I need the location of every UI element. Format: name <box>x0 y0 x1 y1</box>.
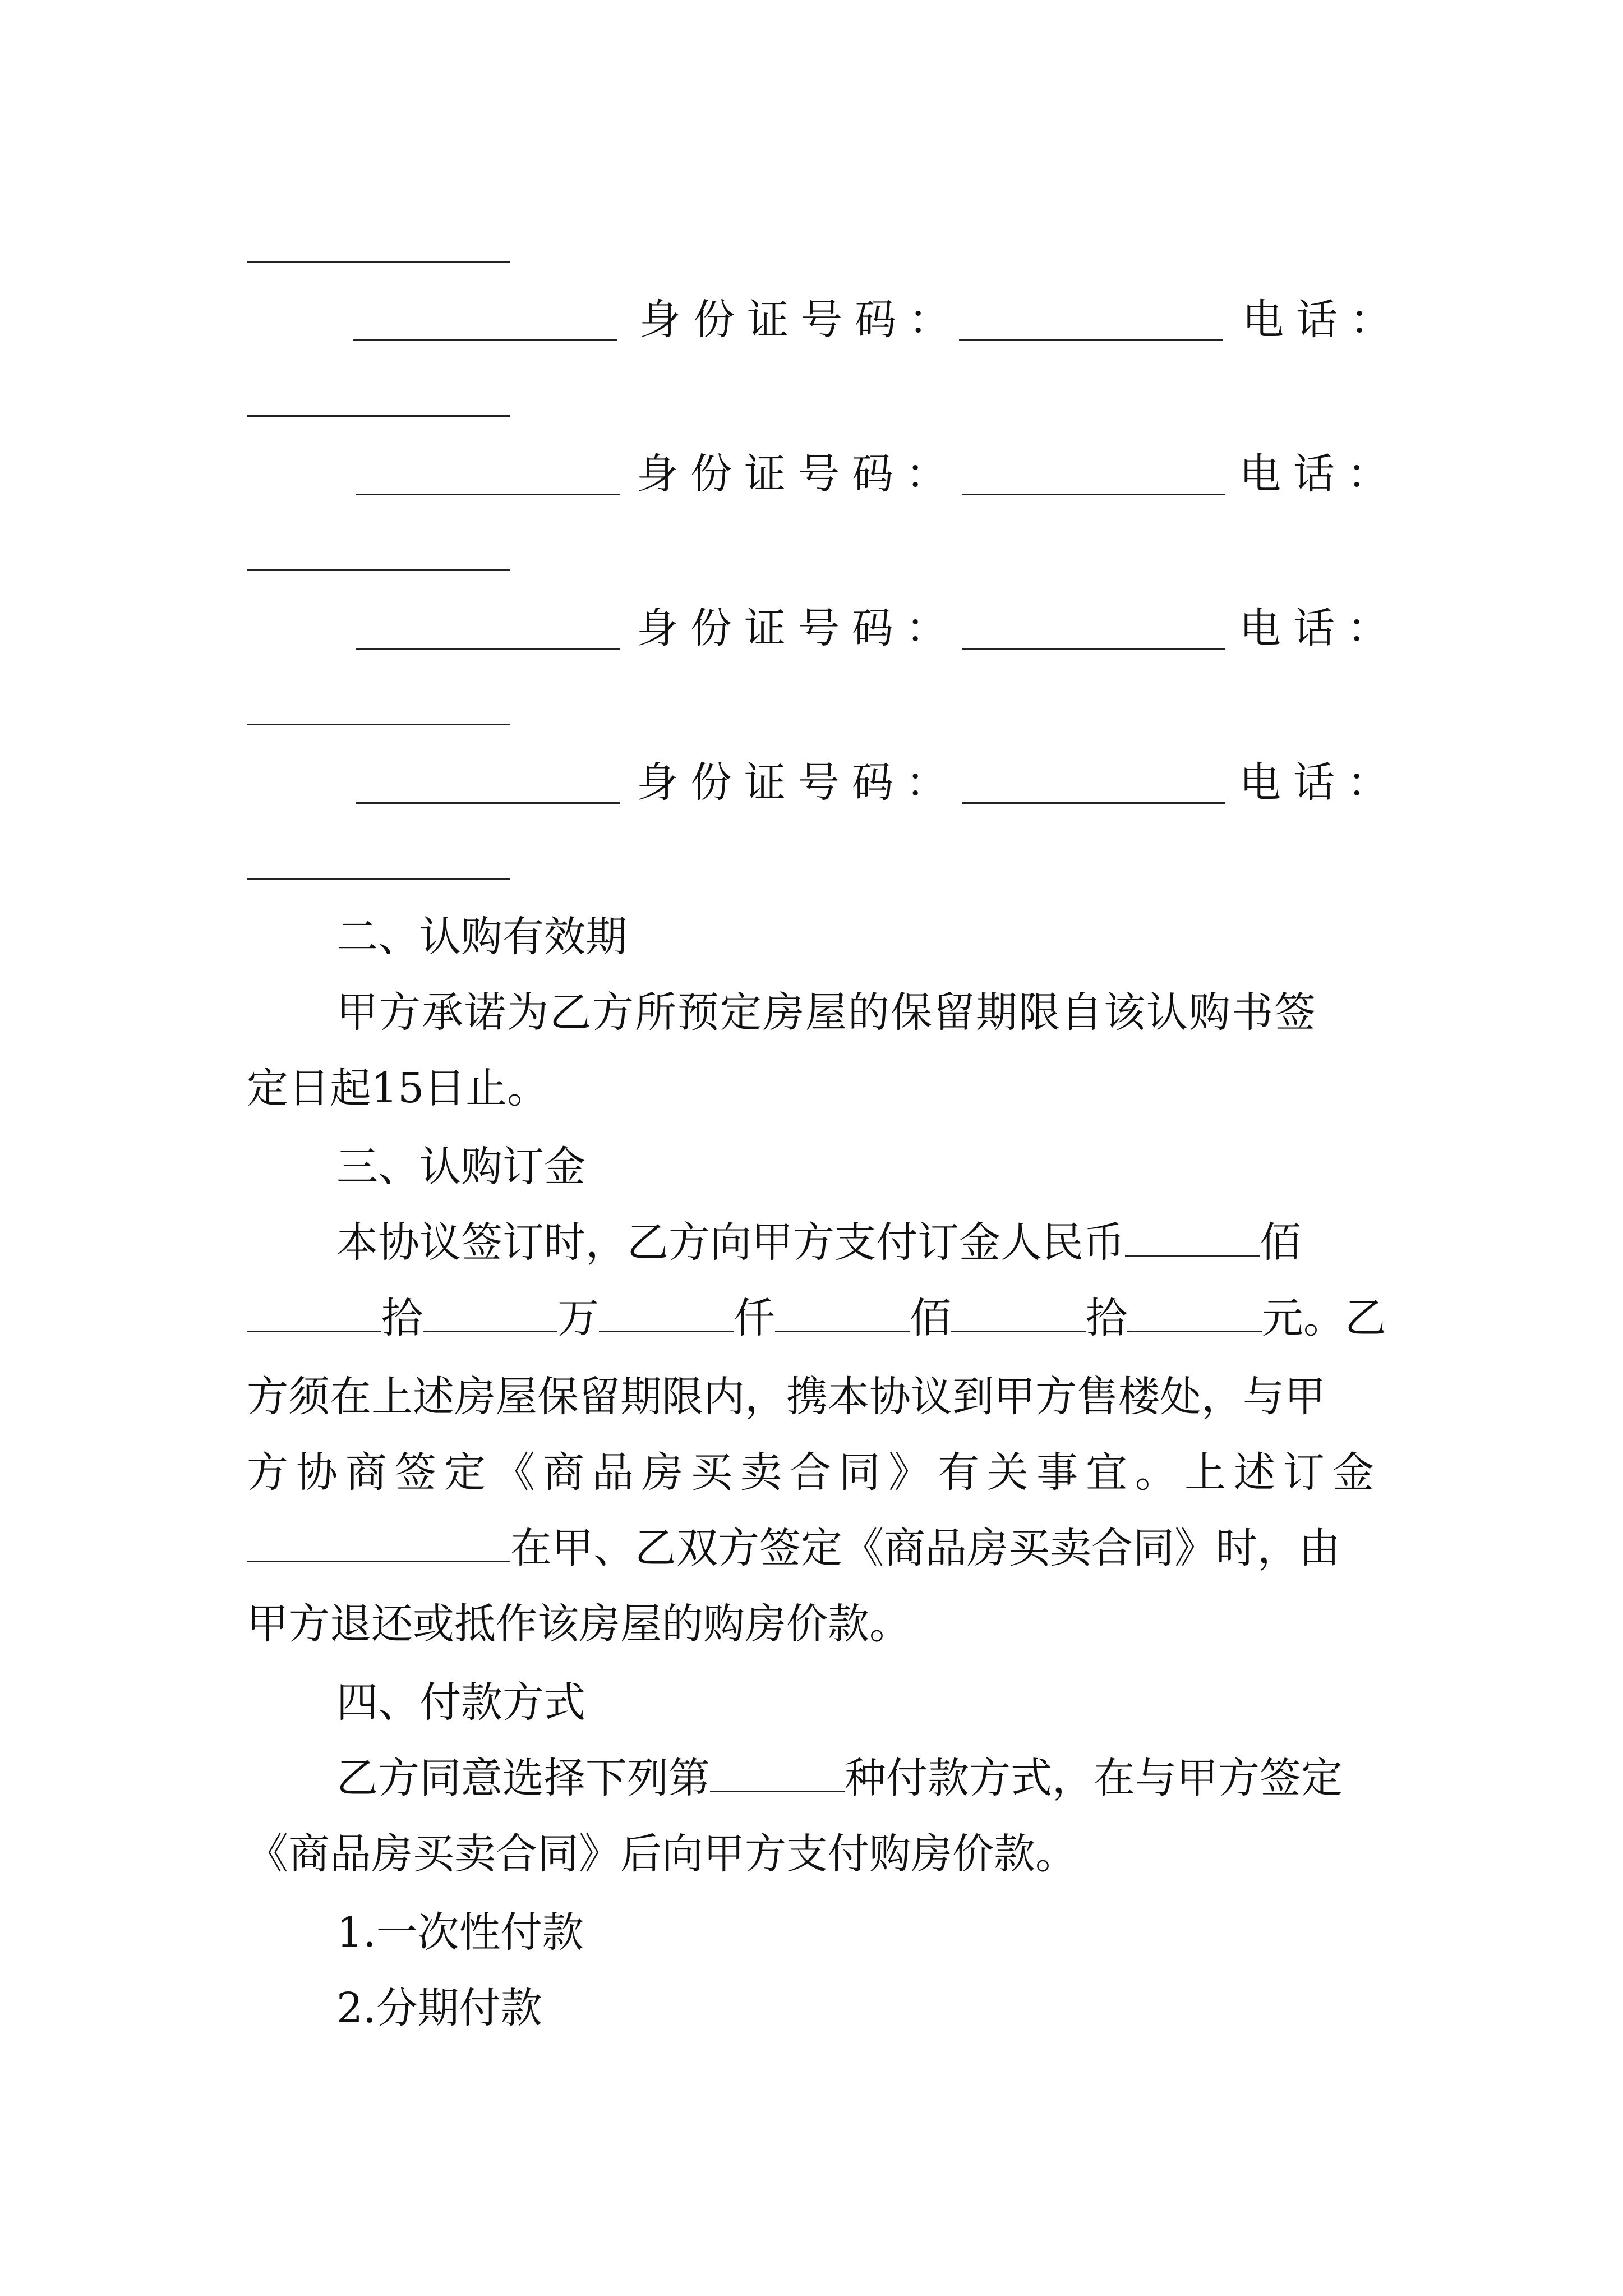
id-row-4-id-label: 身份证号码： <box>637 758 960 807</box>
unit-shi-1: 拾 <box>381 1294 423 1342</box>
amount-hundred-blank-1[interactable] <box>1125 1220 1260 1257</box>
id-row-3-phone-blank[interactable] <box>247 724 510 725</box>
id-row-2-id-label: 身份证号码： <box>637 450 960 498</box>
id-row-2-phone-blank[interactable] <box>247 569 510 571</box>
section-2-text-line-2: 定日起15日止。 <box>247 1064 549 1112</box>
section-3-line-4: 方协商签定《商品房买卖合同》有关事宜。上述订金 <box>247 1448 1382 1497</box>
id-row-4-phone-label: 电话： <box>1239 758 1401 807</box>
section-4-line-1-text-a: 乙方同意选择下列第 <box>336 1754 710 1802</box>
id-row-2-phone-label: 电话： <box>1239 450 1401 498</box>
amount-blank-1[interactable] <box>247 1296 381 1332</box>
id-row-1-phone-blank[interactable] <box>247 415 510 417</box>
id-row-3-id-blank[interactable] <box>962 648 1225 650</box>
section-4-line-2: 《商品房买卖合同》后向甲方支付购房价款。 <box>247 1830 1077 1878</box>
section-3-line-6: 甲方退还或抵作该房屋的购房价款。 <box>247 1600 911 1648</box>
amount-blank-6[interactable] <box>1127 1296 1262 1332</box>
section-3-line-5-text: 在甲、乙双方签定《商品房买卖合同》时，由 <box>510 1524 1340 1572</box>
unit-wan: 万 <box>557 1294 599 1342</box>
id-row-4-id-blank[interactable] <box>962 802 1225 804</box>
payment-option-1: 1.一次性付款 <box>336 1908 584 1957</box>
id-row-2-name-blank[interactable] <box>356 494 620 495</box>
section-3-line-2 <box>247 1290 1385 1346</box>
amount-blank-4[interactable] <box>775 1296 910 1332</box>
payment-option-2: 2.分期付款 <box>336 1984 542 2032</box>
section-3-heading: 三、认购订金 <box>336 1143 585 1191</box>
unit-bai: 佰 <box>910 1294 951 1342</box>
id-row-1-id-blank[interactable] <box>959 339 1223 341</box>
id-row-2-id-blank[interactable] <box>962 494 1225 495</box>
id-row-3-phone-label: 电话： <box>1239 604 1401 652</box>
section-3-line-5 <box>247 1520 1385 1576</box>
section-3-line-1-text: 本协议签订时，乙方向甲方支付订金人民币 <box>336 1218 1125 1267</box>
amount-blank-3[interactable] <box>599 1296 734 1332</box>
unit-yuan: 元。乙 <box>1262 1294 1386 1342</box>
unit-shi-2: 拾 <box>1086 1294 1127 1342</box>
id-row-1-phone-label: 电话： <box>1242 296 1404 344</box>
amount-blank-5[interactable] <box>951 1296 1086 1332</box>
section-3-line-3: 方须在上述房屋保留期限内，携本协议到甲方售楼处，与甲 <box>247 1373 1326 1421</box>
id-row-4-name-blank[interactable] <box>356 802 620 804</box>
section-4-line-1 <box>336 1750 1385 1806</box>
payment-method-blank[interactable] <box>710 1756 845 1792</box>
id-row-1-name-blank[interactable] <box>353 339 617 341</box>
unit-qian: 仟 <box>734 1294 775 1342</box>
name-blank-1[interactable] <box>247 261 510 263</box>
id-row-3-name-blank[interactable] <box>356 648 620 650</box>
id-row-4-phone-blank[interactable] <box>247 878 510 880</box>
deposit-blank[interactable] <box>247 1526 510 1562</box>
section-2-text-line-1: 甲方承诺为乙方所预定房屋的保留期限自该认购书签 <box>336 988 1317 1037</box>
section-4-line-1-text-b: 种付款方式，在与甲方签定 <box>845 1754 1343 1802</box>
id-row-1-id-label: 身份证号码： <box>639 296 962 344</box>
section-4-heading: 四、付款方式 <box>336 1678 585 1727</box>
section-2-heading: 二、认购有效期 <box>336 913 627 961</box>
amount-blank-2[interactable] <box>423 1296 557 1332</box>
id-row-3-id-label: 身份证号码： <box>637 604 960 652</box>
section-3-line-1 <box>336 1214 1385 1271</box>
section-3-line-1-unit: 佰 <box>1260 1218 1301 1267</box>
